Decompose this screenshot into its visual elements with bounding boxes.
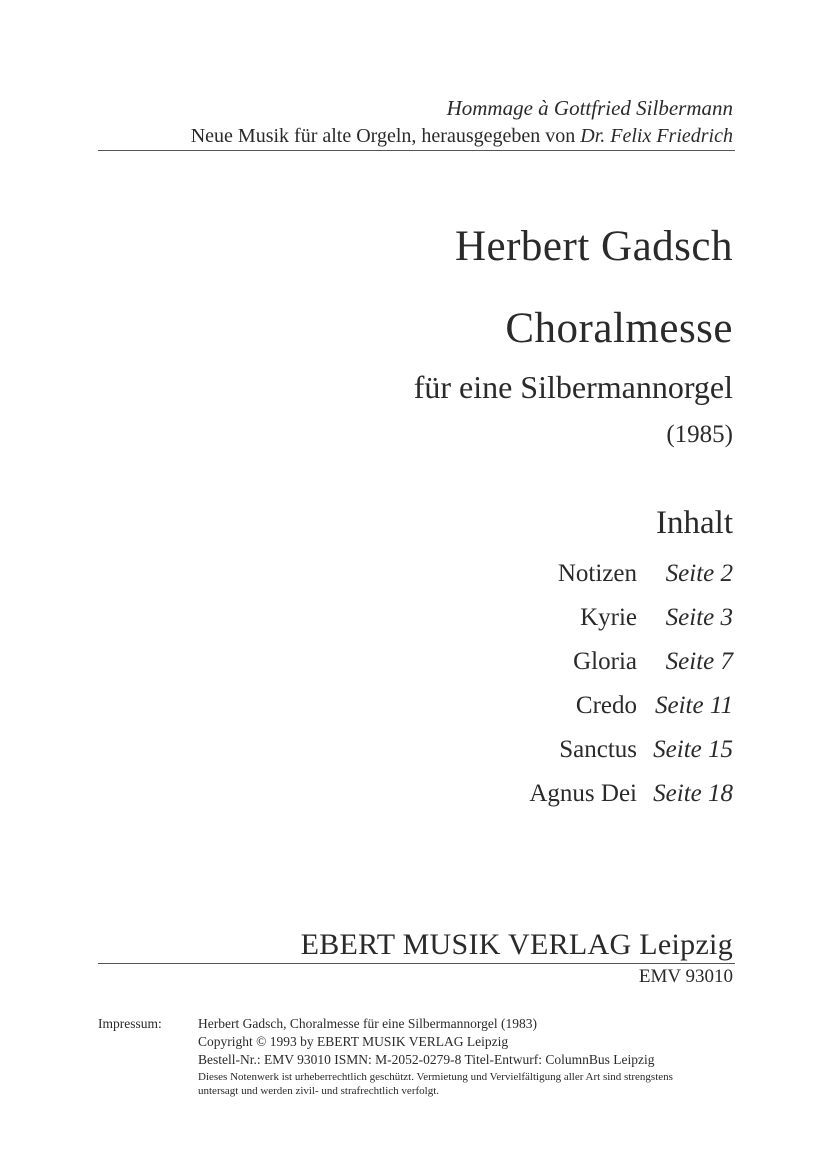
toc-entry bbox=[529, 780, 733, 820]
toc-entry-name: Sanctus bbox=[559, 736, 637, 763]
impressum-line: Copyright © 1993 by EBERT MUSIK VERLAG Leipzig bbox=[198, 1034, 509, 1049]
toc-entry bbox=[573, 648, 733, 688]
work-subtitle: für eine Silbermannorgel bbox=[413, 369, 733, 405]
toc-entry bbox=[580, 604, 733, 644]
series-title: Hommage à Gottfried Silbermann bbox=[446, 96, 733, 120]
toc-entry-name: Gloria bbox=[573, 648, 637, 675]
impressum-line: Bestell-Nr.: EMV 93010 ISMN: M-2052-0279-8 Titel-Entwurf: ColumnBus Leipzig bbox=[198, 1052, 655, 1067]
impressum-notice: Dieses Notenwerk ist urheberrechtlich geschützt. Vermietung und Vervielfältigung aller Art sind strengstens bbox=[198, 1071, 673, 1083]
toc-entry bbox=[559, 736, 733, 776]
series-subtitle bbox=[191, 125, 733, 148]
toc-entry bbox=[558, 560, 733, 600]
toc-entry-page: Seite 2 bbox=[665, 560, 733, 587]
toc-heading: Inhalt bbox=[656, 505, 733, 541]
composer-name: Herbert Gadsch bbox=[454, 223, 733, 270]
series-editor: Dr. Felix Friedrich bbox=[580, 125, 733, 147]
toc-entry-name: Kyrie bbox=[580, 604, 637, 631]
toc-entry-page: Seite 3 bbox=[665, 604, 733, 631]
toc-entry bbox=[576, 692, 733, 732]
impressum-notice: untersagt und werden zivil- und strafrechtlich verfolgt. bbox=[198, 1085, 440, 1097]
toc-entry-page: Seite 15 bbox=[653, 736, 733, 763]
toc-entry-page: Seite 11 bbox=[655, 692, 733, 719]
toc-entry-name: Agnus Dei bbox=[529, 780, 637, 807]
bottom-rule bbox=[98, 963, 735, 964]
toc-entry-name: Credo bbox=[575, 692, 637, 719]
impressum-label: Impressum: bbox=[98, 1016, 162, 1031]
publisher-name: EBERT MUSIK VERLAG Leipzig bbox=[300, 928, 733, 961]
toc-entry-page: Seite 18 bbox=[653, 780, 733, 807]
catalog-number: EMV 93010 bbox=[638, 966, 733, 987]
toc-entry-page: Seite 7 bbox=[665, 648, 733, 675]
top-rule bbox=[98, 150, 735, 151]
work-title: Choralmesse bbox=[505, 305, 733, 352]
impressum-line: Herbert Gadsch, Choralmesse für eine Silbermannorgel (1983) bbox=[198, 1016, 538, 1031]
toc-entry-name: Notizen bbox=[557, 560, 637, 587]
work-year: (1985) bbox=[666, 421, 733, 448]
series-subtitle-text: Neue Musik für alte Orgeln, herausgegeben von bbox=[190, 125, 576, 147]
